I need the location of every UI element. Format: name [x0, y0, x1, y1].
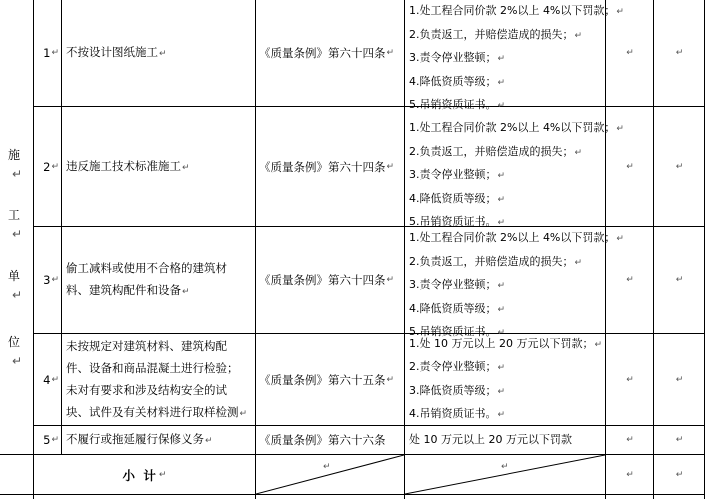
- paragraph-mark-icon: ↵: [12, 167, 23, 181]
- unit-label-char: 施: [8, 148, 21, 162]
- empty-cell: ↵: [675, 435, 684, 445]
- row-number: 1 ↵: [43, 46, 59, 60]
- penalty-cell: 处 10 万元以上 20 万元以下罚款: [409, 432, 572, 446]
- penalty-cell: 1.处工程合同价款 2%以上 4%以下罚款；↵ 2.负责返工，并赔偿造成的损失；↵ 3.责令停业整顿；↵ 4.降低资质等级；↵ 5.吊销资质证书。↵: [409, 4, 624, 111]
- paragraph-mark-icon: ↵: [501, 462, 509, 472]
- unit-label: [0, 0, 33, 454]
- empty-cell: ↵: [675, 161, 684, 172]
- penalty-cell: 1.处工程合同价款 2%以上 4%以下罚款；↵ 2.负责返工，并赔偿造成的损失；↵ 3.责令停业整顿；↵ 4.降低资质等级；↵ 5.吊销资质证书。↵: [409, 121, 624, 228]
- paragraph-mark-icon: ↵: [12, 227, 23, 241]
- penalty-cell: 1.处 10 万元以上 20 万元以下罚款；↵ 2.责令停业整顿；↵ 3.降低资质等级；↵ 4.吊销资质证书。↵: [409, 336, 603, 420]
- empty-cell: ↵: [675, 48, 684, 58]
- paragraph-mark-icon: ↵: [12, 354, 23, 368]
- diagonal-slash: [405, 455, 605, 494]
- row-number: 4 ↵: [43, 372, 59, 387]
- empty-cell: ↵: [626, 435, 634, 445]
- empty-cell: ↵: [675, 275, 684, 285]
- empty-cell: ↵: [675, 469, 684, 480]
- violation-cell: 不履行或拖延履行保修义务↵: [66, 432, 213, 446]
- unit-label-char: 位: [8, 335, 21, 349]
- basis-cell: 《质量条例》第六十六条: [259, 433, 386, 447]
- subtotal-label: 小 计 ↵: [122, 467, 167, 483]
- row-number: 3 ↵: [43, 273, 59, 287]
- penalty-cell: 1.处工程合同价款 2%以上 4%以下罚款；↵ 2.负责返工，并赔偿造成的损失；↵ 3.责令停业整顿；↵ 4.降低资质等级；↵ 5.吊销资质证书。↵: [409, 231, 624, 338]
- empty-cell: ↵: [626, 275, 634, 285]
- violation-cell: 不按设计图纸施工↵: [66, 45, 167, 59]
- diagonal-slash: [256, 455, 404, 494]
- violation-cell: 偷工减料或使用不合格的建筑材 料、建筑构配件和设备↵: [66, 261, 227, 297]
- basis-cell: 《质量条例》第六十四条 ↵: [259, 159, 395, 174]
- violation-cell: 违反施工技术标准施工↵: [66, 158, 190, 173]
- paragraph-mark-icon: ↵: [12, 288, 23, 302]
- unit-label-char: 单: [8, 269, 21, 283]
- empty-cell: ↵: [675, 374, 684, 385]
- basis-cell: 《质量条例》第六十四条 ↵: [259, 273, 395, 287]
- empty-cell: ↵: [626, 161, 634, 172]
- basis-cell: 《质量条例》第六十四条 ↵: [259, 46, 395, 60]
- grid-line: [0, 494, 705, 495]
- basis-cell: 《质量条例》第六十五条 ↵: [259, 372, 395, 387]
- paragraph-mark-icon: ↵: [323, 462, 331, 472]
- empty-cell: ↵: [626, 374, 634, 385]
- empty-cell: ↵: [626, 469, 634, 480]
- violation-cell: 未按规定对建筑材料、建筑构配 件、设备和商品混凝土进行检验； 未对有要求和涉及结构安全的试 块、试件及有关材料进行取样检测↵: [66, 338, 248, 419]
- row-number: 2 ↵: [43, 159, 59, 174]
- row-number: 5 ↵: [43, 433, 59, 447]
- unit-label-char: 工: [8, 208, 21, 222]
- empty-cell: ↵: [626, 48, 634, 58]
